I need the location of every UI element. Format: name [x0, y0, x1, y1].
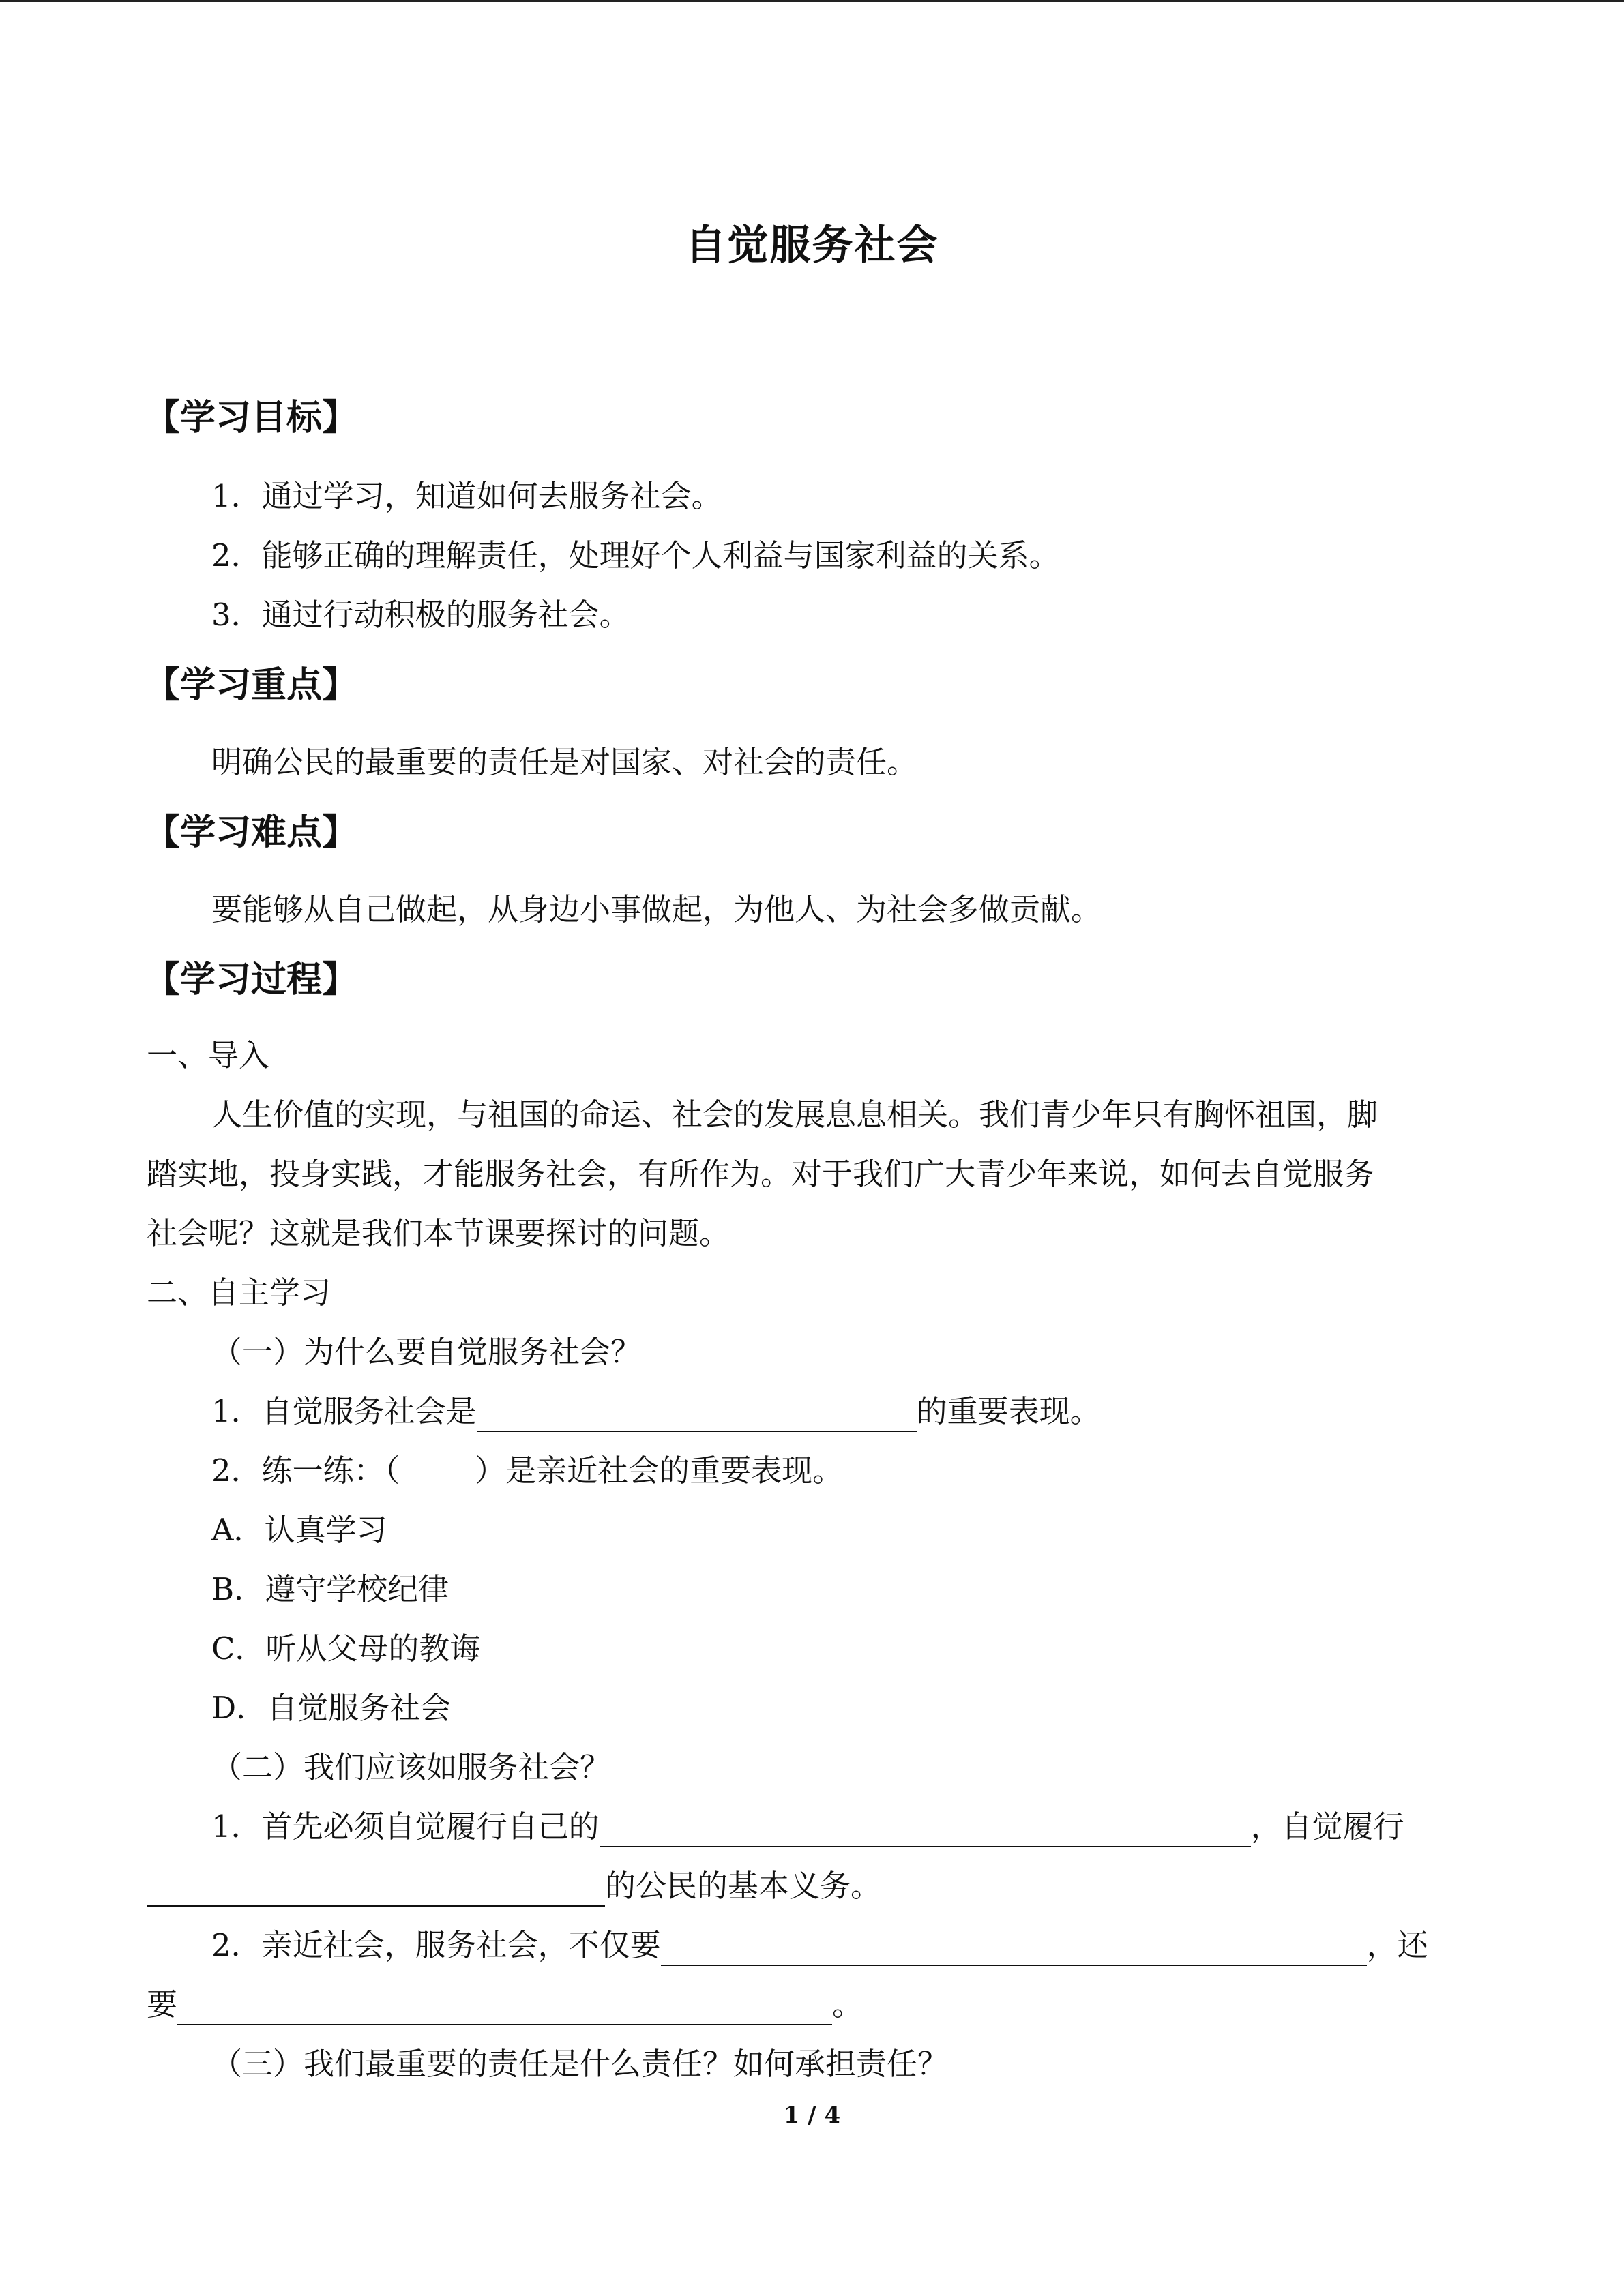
- q1-item-2-suffix: ）是亲近社会的重要表现。: [475, 1452, 844, 1489]
- q1-item-1-suffix: 的重要表现。: [916, 1393, 1101, 1429]
- self-study-label: 二、自主学习: [147, 1274, 331, 1311]
- option-a: A．认真学习: [211, 1512, 387, 1548]
- option-b: B．遵守学校纪律: [211, 1571, 449, 1607]
- goal-item-2: 2．能够正确的理解责任，处理好个人利益与国家利益的关系。: [211, 537, 1060, 573]
- q1-item-1-prefix: 1．自觉服务社会是: [211, 1393, 477, 1429]
- q2-item-2-prefix: 2．亲近社会，服务社会，不仅要: [211, 1927, 661, 1963]
- q1-item-2: [211, 1450, 843, 1491]
- intro-line-3: 社会呢？这就是我们本节课要探讨的问题。: [147, 1215, 730, 1251]
- q2-item-1-continued: [147, 1866, 881, 1907]
- q2-title: （二）我们应该如服务社会？: [211, 1749, 611, 1785]
- q2-item-2-cont-suffix: 。: [832, 1986, 863, 2023]
- fill-blank-3[interactable]: [147, 1875, 605, 1907]
- fill-blank-1[interactable]: [477, 1401, 917, 1432]
- intro-line-2: 踏实地，投身实践，才能服务社会，有所作为。对于我们广大青少年来说，如何去自觉服务: [147, 1156, 1375, 1192]
- q2-item-2-continued: [147, 1984, 863, 2025]
- intro-label: 一、导入: [147, 1037, 270, 1073]
- goal-item-3: 3．通过行动积极的服务社会。: [211, 597, 630, 633]
- heading-process: 【学习过程】: [145, 959, 358, 1000]
- q2-item-1-suffix: ，自觉履行: [1250, 1808, 1404, 1845]
- page-number: 1 / 4: [783, 2102, 841, 2129]
- option-c: C．听从父母的教诲: [211, 1630, 481, 1667]
- fill-blank-4[interactable]: [661, 1935, 1367, 1966]
- fill-blank-5[interactable]: [177, 1994, 832, 2025]
- option-d: D．自觉服务社会: [211, 1690, 452, 1726]
- q2-item-1: [211, 1806, 1404, 1847]
- fill-blank-2[interactable]: [600, 1816, 1251, 1847]
- page-title: 自觉服务社会: [685, 222, 939, 269]
- focus-text: 明确公民的最重要的责任是对国家、对社会的责任。: [211, 744, 918, 780]
- q2-item-2: [211, 1925, 1428, 1966]
- q1-item-2-prefix: 2．练一练：（: [211, 1452, 400, 1489]
- heading-focus: 【学习重点】: [145, 665, 358, 706]
- intro-line-1: 人生价值的实现，与祖国的命运、社会的发展息息相关。我们青少年只有胸怀祖国，脚: [211, 1097, 1378, 1133]
- heading-goals: 【学习目标】: [145, 398, 358, 438]
- top-border: [0, 0, 1624, 2]
- q1-item-1: [211, 1391, 1101, 1432]
- q2-item-2-suffix: ，还: [1366, 1927, 1428, 1963]
- q3-title: （三）我们最重要的责任是什么责任？如何承担责任？: [211, 2046, 949, 2082]
- goal-item-1: 1．通过学习，知道如何去服务社会。: [211, 478, 722, 514]
- q2-item-1-prefix: 1．首先必须自觉履行自己的: [211, 1808, 600, 1845]
- q2-item-2-cont-prefix: 要: [147, 1986, 178, 2023]
- q2-item-1-cont-text: 的公民的基本义务。: [605, 1868, 882, 1904]
- difficulty-text: 要能够从自己做起，从身边小事做起，为他人、为社会多做贡献。: [211, 891, 1102, 927]
- heading-difficulty: 【学习难点】: [145, 812, 358, 853]
- q1-title: （一）为什么要自觉服务社会？: [211, 1334, 642, 1370]
